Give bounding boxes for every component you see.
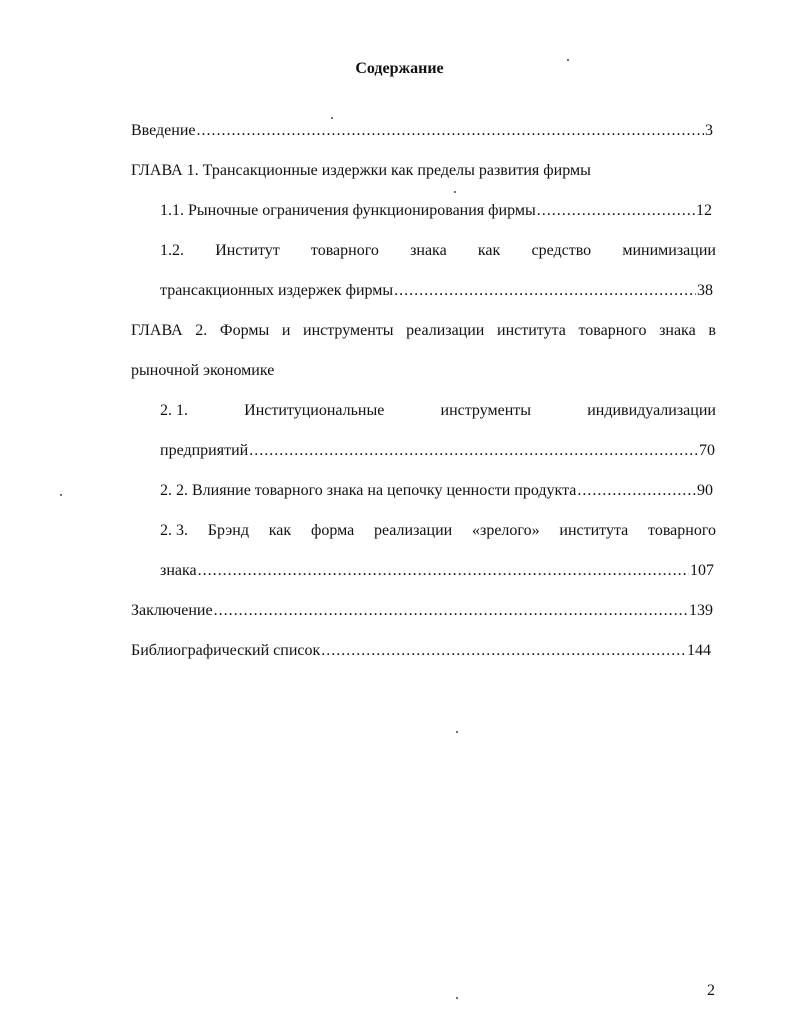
scan-speck bbox=[456, 997, 458, 999]
toc-label: предприятий bbox=[160, 442, 249, 459]
toc-entry-2-3-line2[interactable] bbox=[160, 561, 714, 581]
toc-page-number: 38 bbox=[697, 282, 713, 299]
toc-label: Введение bbox=[131, 122, 196, 139]
toc-label: 2. 2. Влияние товарного знака на цепочку ценности продукта bbox=[160, 482, 577, 499]
leader-dots bbox=[214, 601, 688, 621]
word: как bbox=[477, 242, 501, 259]
word: знака bbox=[659, 322, 696, 339]
toc-chapter-1[interactable]: ГЛАВА 1. Трансакционные издержки как пределы развития фирмы bbox=[131, 162, 591, 179]
leader-dots bbox=[197, 121, 705, 141]
toc-label: Заключение bbox=[131, 602, 213, 619]
toc-page-number: 139 bbox=[689, 602, 713, 619]
scan-speck bbox=[60, 494, 62, 496]
toc-entry-intro[interactable] bbox=[131, 121, 713, 141]
word: инструменты bbox=[440, 402, 532, 419]
word: института bbox=[497, 322, 566, 339]
toc-page-number: 90 bbox=[697, 482, 713, 499]
scan-speck bbox=[567, 59, 569, 61]
word: реализации bbox=[374, 522, 453, 539]
toc-label: знака bbox=[160, 562, 197, 579]
word: индивидуализации bbox=[587, 402, 716, 419]
word: 2. 3. bbox=[160, 522, 188, 539]
toc-page-number: 107 bbox=[690, 562, 714, 579]
word: ГЛАВА bbox=[131, 322, 183, 339]
scan-speck bbox=[454, 191, 456, 193]
word: товарного bbox=[578, 322, 647, 339]
scan-speck bbox=[331, 117, 333, 119]
word: института bbox=[559, 522, 629, 539]
word: реализации bbox=[406, 322, 485, 339]
leader-dots bbox=[537, 201, 695, 221]
word: 2. 1. bbox=[160, 402, 188, 419]
toc-entry-2-1-line1[interactable] bbox=[160, 401, 716, 421]
word: 2. bbox=[195, 322, 208, 339]
toc-entry-1-1[interactable] bbox=[160, 201, 712, 221]
toc-page-number: 12 bbox=[696, 202, 712, 219]
toc-page-number: 144 bbox=[687, 642, 711, 659]
toc-label: трансакционных издержек фирмы bbox=[160, 282, 394, 299]
leader-dots bbox=[577, 481, 696, 501]
word: форма bbox=[310, 522, 355, 539]
word: «зрелого» bbox=[472, 522, 540, 539]
page-title: Содержание bbox=[355, 60, 444, 77]
toc-entry-bibliography[interactable] bbox=[131, 641, 711, 661]
word: Институциональные bbox=[244, 402, 385, 419]
word: товарного bbox=[648, 522, 716, 539]
word: средство bbox=[531, 242, 592, 259]
word: Институт bbox=[215, 242, 280, 259]
toc-label: Библиографический список bbox=[131, 642, 321, 659]
word: Формы bbox=[219, 322, 270, 339]
toc-label: 1.1. Рыночные ограничения функционирования фирмы bbox=[160, 202, 536, 219]
word: Брэнд bbox=[207, 522, 249, 539]
leader-dots bbox=[394, 281, 696, 301]
word: и bbox=[281, 322, 291, 339]
word: в bbox=[708, 322, 716, 339]
page-number: 2 bbox=[707, 982, 715, 999]
word: инструменты bbox=[303, 322, 394, 339]
toc-entry-2-3-line1[interactable] bbox=[160, 521, 716, 541]
toc-entry-conclusion[interactable] bbox=[131, 601, 713, 621]
toc-page-number: 3 bbox=[705, 122, 713, 139]
toc-entry-1-2-line2[interactable] bbox=[160, 281, 713, 301]
scan-speck bbox=[456, 731, 458, 733]
toc-chapter-2-line1[interactable] bbox=[131, 321, 716, 341]
leader-dots bbox=[249, 441, 698, 461]
toc-entry-2-1-line2[interactable] bbox=[160, 441, 715, 461]
word: 1.2. bbox=[160, 242, 184, 259]
word: товарного bbox=[310, 242, 379, 259]
leader-dots bbox=[198, 561, 689, 581]
word: минимизации bbox=[622, 242, 716, 259]
leader-dots bbox=[321, 641, 686, 661]
word: знака bbox=[410, 242, 447, 259]
toc-entry-2-2[interactable] bbox=[160, 481, 713, 501]
toc-chapter-2-line2[interactable]: рыночной экономике bbox=[131, 362, 275, 379]
word: как bbox=[268, 522, 292, 539]
toc-page-number: 70 bbox=[699, 442, 715, 459]
toc-entry-1-2-line1[interactable] bbox=[160, 241, 716, 261]
